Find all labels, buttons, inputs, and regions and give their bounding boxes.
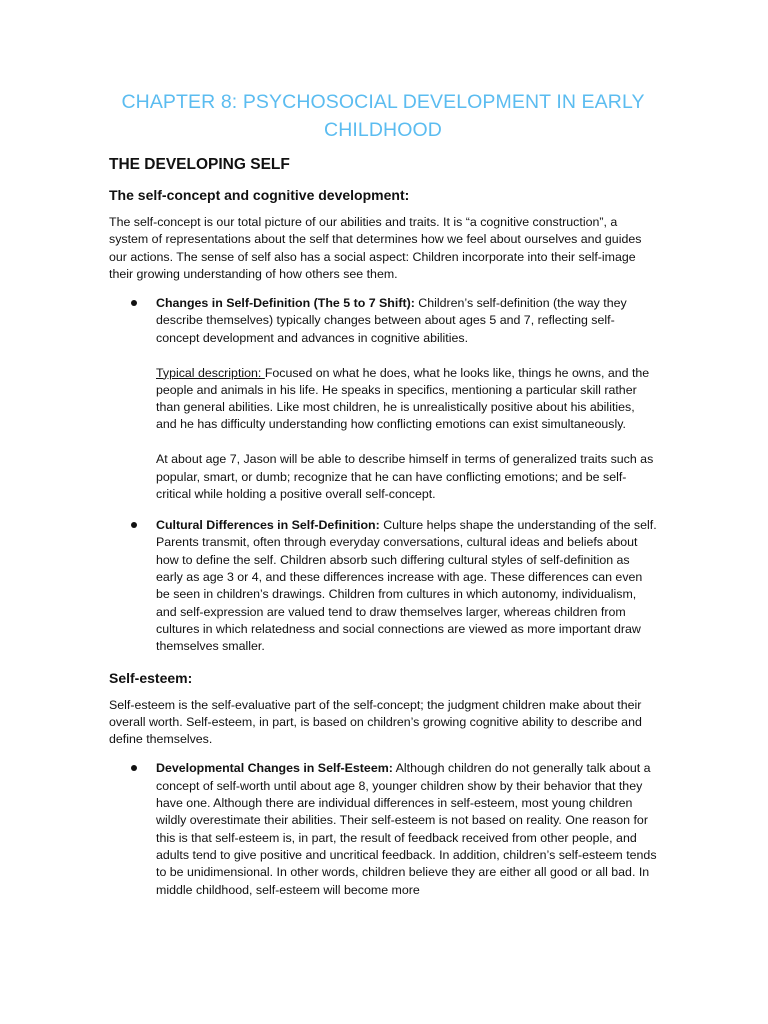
typical-description-text: Focused on what he does, what he looks like, things he owns, and the people and animals in his life. He speaks in specifics, mentioning a particular skill rather than general abilities. Like most children, he is unrealistically positive about his abilities, and he has difficulty understanding how conflicting emotions can exist simultaneously.: [156, 365, 650, 432]
list-item-self-definition-shift: [109, 295, 657, 503]
typical-description-label: Typical description:: [156, 365, 265, 380]
bullet-list-self-esteem: [109, 760, 657, 898]
bullet-text: Although children do not generally talk about a concept of self-worth until about age 8, younger children show by their behavior that they have one. Although there are individual differences in self-esteem, most young children wildly overestimate their abilities. Their self-esteem is not based on reality. One reason for this is that self-esteem is, in part, the result of feedback received from other people, and adults tend to give positive and uncritical feedback. In addition, children’s self-esteem tends to be unidimensional. In other words, children believe they are either all good or all bad. In middle childhood, self-esteem will become more: [156, 761, 657, 897]
section-heading-developing-self: THE DEVELOPING SELF: [109, 156, 290, 173]
bullet-icon: [131, 765, 137, 771]
list-item-cultural-differences: [109, 517, 657, 655]
bullet-lead: Changes in Self-Definition (The 5 to 7 Shift):: [156, 296, 415, 311]
bullet-lead: Cultural Differences in Self-Definition:: [156, 518, 380, 533]
bullet-icon: [131, 300, 137, 306]
bullet-text: Culture helps shape the understanding of the self. Parents transmit, often through everyday conversations, cultural ideas and beliefs about how to define the self. Children absorb such differing cultural styles of self-definition as early as age 3 or 4, and these differences increase with age. These differences can even be seen in children’s drawings. Children from cultures in which autonomy, individualism, and self-expression are valued tend to draw themselves larger, whereas children from cultures in which relatedness and social connections are viewed as more important draw themselves smaller.: [156, 518, 657, 654]
paragraph-self-esteem-intro: Self-esteem is the self-evaluative part of the self-concept; the judgment children make about their overall worth. Self-esteem, in part, is based on children’s growing cognitive ability to describe and define themselves.: [109, 697, 642, 747]
subheading-self-esteem: Self-esteem:: [109, 669, 193, 686]
bullet-text: Children’s self-definition (the way they describe themselves) typically changes between about ages 5 and 7, reflecting self-concept development and advances in cognitive abilities.: [156, 296, 627, 345]
bullet-paragraph: [156, 517, 657, 655]
bullet-lead: Developmental Changes in Self-Esteem:: [156, 761, 393, 776]
bullet-list-self-concept: [109, 295, 657, 655]
age7-paragraph: At about age 7, Jason will be able to describe himself in terms of generalized traits such as popular, smart, or dumb; recognize that he can have conflicting emotions; and be self-critical while holding a positive overall self-concept.: [156, 452, 654, 501]
chapter-title: CHAPTER 8: PSYCHOSOCIAL DEVELOPMENT IN EARLY CHILDHOOD: [121, 91, 645, 141]
list-item-developmental-changes: [109, 760, 657, 898]
bullet-icon: [131, 522, 137, 528]
subheading-self-concept: The self-concept and cognitive development:: [109, 187, 410, 203]
bullet-paragraph: [156, 295, 657, 347]
typical-description-paragraph: [156, 365, 657, 434]
paragraph-self-concept-intro: The self-concept is our total picture of our abilities and traits. It is “a cognitive construction”, a system of representations about the self that determines how we feel about ourselves and guides our actions. The sense of self also has a social aspect: Children incorporate into their self-image their growing understanding of how others see them.: [109, 215, 642, 281]
bullet-paragraph: [156, 760, 657, 898]
